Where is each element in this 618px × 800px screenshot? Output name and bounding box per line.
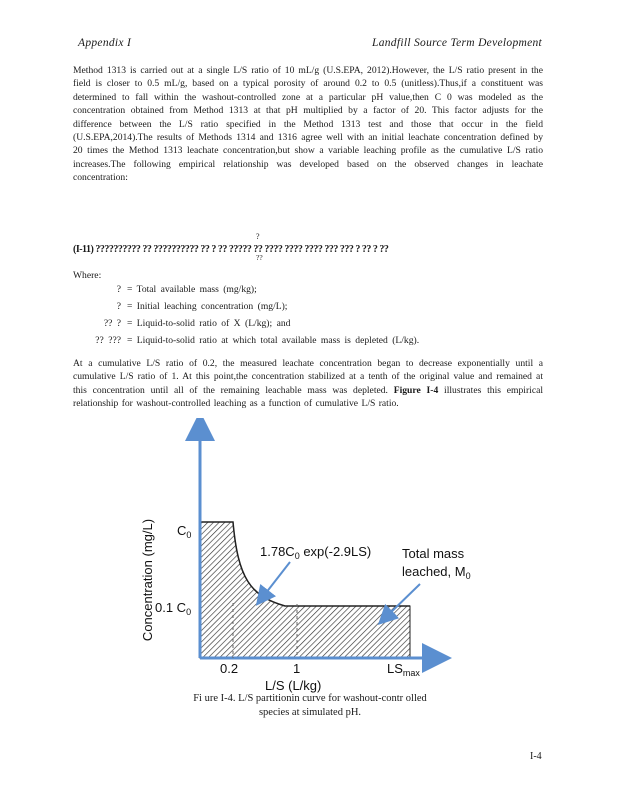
paragraph-text-before: At a cumulative L/S ratio of 0.2, the measured leachate concentration began to decrease exponentially until a cumulative L/S ratio of 1. At this point,the concentration stabilized at a tenth of the original value and remained at this concentration until all of the remaining leachable mass was depleted. <box>73 358 543 396</box>
header-appendix: Appendix I <box>78 37 132 49</box>
x-tick-1: 1 <box>293 661 301 676</box>
figure-ls-partitioning-curve <box>125 418 550 693</box>
x-axis-label: L/S (L/kg) <box>265 678 322 693</box>
definition-symbol: ? <box>116 284 121 295</box>
paragraph-method-1313: Method 1313 is carried out at a single L/S ratio of 10 mL/g (U.S.EPA, 2012).However, the L/S ratio present in the field is closer to 0.5 mL/g, based on a typical porosity of around 0.2 to 0.5 (unitless).Thus,if a constituent was determined to fall within the washout-controlled zone at a particular pH value,then C 0 was modeled as the concentration obtained from Method 1313 at that pH multiplied by a factor of 20. This factor adjusts for the difference between the L/S ratio specified in the Method 1313 test and those that occur in the field (U.S.EPA,2014).The results of Methods 1314 and 1316 agree well with an initial leachate concentration defined by 20 times the Method 1313 leachate concentration,but show a variable leaching profile as the cumulative L/S ratio increases.The following empirical relationship was developed based on the observed changes in leachate concentration: <box>73 65 543 184</box>
where-label: Where: <box>73 270 102 281</box>
leached-mass-hatched-area <box>200 522 410 658</box>
definition-symbol: ?? ? <box>103 318 121 329</box>
paragraph-cumulative-ls <box>73 357 543 411</box>
x-tick-0-2: 0.2 <box>220 661 239 676</box>
definition-text: = Liquid-to-solid ratio at which total available mass is depleted (L/kg). <box>127 335 420 346</box>
equation-body: (I-11) ?????????? ?? ?????????? ?? ? ?? ????? ?? ???? ???? ???? ??? ??? ? ?? ? ?? <box>73 244 389 255</box>
c0-tick-label: $C_0$ <box>177 523 192 540</box>
definition-symbol: ?? ??? <box>95 335 121 346</box>
figure-caption <box>140 692 480 720</box>
curve-pointer-arrow <box>262 562 290 598</box>
equation-subscript: ?? <box>256 253 263 262</box>
curve-equation-label: $1.78C_0$ exp(-2.9LS) <box>260 544 372 561</box>
definition-ls-ratio <box>80 318 290 329</box>
tenth-c0-tick-label: 0.1 $C_0$ <box>155 600 192 617</box>
header-document-title: Landfill Source Term Development <box>372 37 543 49</box>
x-tick-ls-max: $LS_{max}$ <box>387 661 420 678</box>
equation-superscript: ? <box>256 232 260 241</box>
equation-i-11 <box>73 232 543 264</box>
total-mass-label-line2: leached, $M_0$ <box>402 564 471 581</box>
definition-text: = Liquid-to-solid ratio of X (L/kg); and <box>127 318 291 329</box>
definition-text: = Initial leaching concentration (mg/L); <box>127 301 288 312</box>
figure-reference-link[interactable]: Figure I-4 <box>393 384 439 396</box>
page-number: I-4 <box>530 751 542 762</box>
definition-initial-concentration <box>80 301 287 312</box>
definition-text: = Total available mass (mg/kg); <box>127 284 257 295</box>
caption-line-1: Fi ure I-4. L/S partitionin curve for washout-contr olled <box>193 693 427 704</box>
total-mass-label: Total mass <box>402 546 465 561</box>
caption-line-2: species at simulated pH. <box>258 707 362 718</box>
definition-ls-max <box>80 335 419 346</box>
definition-symbol: ? <box>116 301 121 312</box>
y-axis-label: Concentration (mg/L) <box>140 518 155 642</box>
definition-total-mass <box>80 284 257 295</box>
paragraph-text-after: illustrates this empirical relationship for washout-controlled leaching as a function of cumulative L/S ratio. <box>73 384 543 410</box>
